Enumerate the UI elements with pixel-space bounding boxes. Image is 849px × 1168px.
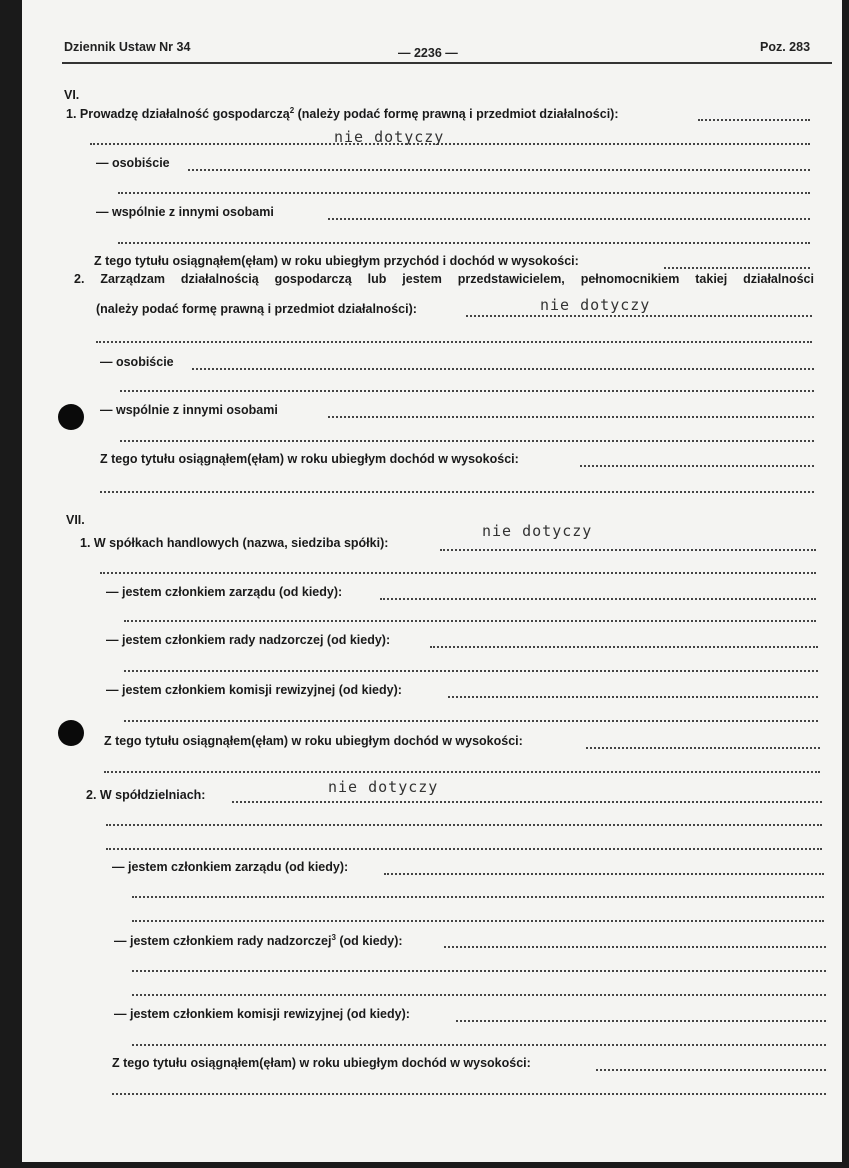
fill-line [444, 946, 826, 948]
vi-1-label: 1. Prowadzę działalność gospodarczą$^2$ (należy podać formę prawną i przedmiot działalności): [66, 106, 619, 122]
fill-line [120, 440, 814, 442]
header-rule [62, 62, 832, 64]
fill-line [100, 572, 816, 574]
fill-line [430, 646, 818, 648]
fill-line [456, 1020, 826, 1022]
punch-hole [58, 720, 84, 746]
fill-line [106, 824, 822, 826]
handwritten-answer: nie dotyczy [328, 778, 439, 796]
fill-line [698, 119, 810, 121]
fill-line [664, 267, 810, 269]
fill-line [96, 341, 812, 343]
fill-line [106, 848, 822, 850]
fill-line [586, 747, 820, 749]
fill-line [466, 315, 812, 317]
vii-2-supervisory: — jestem członkiem rady nadzorczej$^3$ (od kiedy): [114, 933, 403, 949]
fill-line [596, 1069, 826, 1071]
fill-line [104, 771, 820, 773]
fill-line [328, 416, 814, 418]
fill-line [132, 994, 826, 996]
section-title-vi: VI. [64, 88, 80, 102]
vi-1-joint: — wspólnie z innymi osobami [96, 205, 274, 219]
fill-line [188, 169, 810, 171]
fill-line [132, 970, 826, 972]
vii-2-label: 2. W spółdzielniach: [86, 788, 206, 802]
handwritten-answer: nie dotyczy [482, 522, 593, 540]
section-title-vii: VII. [66, 513, 85, 527]
fill-line [100, 491, 814, 493]
vi-2-joint: — wspólnie z innymi osobami [100, 403, 278, 417]
document-page [22, 0, 842, 1162]
fill-line [124, 670, 818, 672]
fill-line [124, 720, 818, 722]
fill-line [384, 873, 824, 875]
vii-1-supervisory: — jestem członkiem rady nadzorczej (od kiedy): [106, 633, 391, 647]
fill-line [132, 1044, 826, 1046]
vii-1-board: — jestem członkiem zarządu (od kiedy): [106, 585, 343, 599]
punch-hole [58, 404, 84, 430]
fill-line [448, 696, 818, 698]
vi-2-label: 2. Zarządzam działalnością gospodarczą lub jestem przedstawicielem, pełnomocnikiem takiej działalności [74, 272, 814, 286]
fill-line [132, 920, 824, 922]
fill-line [232, 801, 822, 803]
vi-1-income: Z tego tytułu osiągnąłem(ęłam) w roku ubiegłym przychód i dochód w wysokości: [94, 254, 579, 268]
fill-line [440, 549, 816, 551]
fill-line [380, 598, 816, 600]
fill-line [90, 143, 810, 145]
fill-line [118, 242, 810, 244]
vii-2-board: — jestem członkiem zarządu (od kiedy): [112, 860, 349, 874]
vii-2-income: Z tego tytułu osiągnąłem(ęłam) w roku ubiegłym dochód w wysokości: [112, 1056, 531, 1070]
vii-1-income: Z tego tytułu osiągnąłem(ęłam) w roku ubiegłym dochód w wysokości: [104, 734, 523, 748]
journal-title: Dziennik Ustaw Nr 34 [64, 40, 191, 54]
handwritten-answer: nie dotyczy [540, 296, 651, 314]
vi-2-label-cont: (należy podać formę prawną i przedmiot działalności): [96, 302, 417, 316]
vi-2-income: Z tego tytułu osiągnąłem(ęłam) w roku ubiegłym dochód w wysokości: [100, 452, 519, 466]
fill-line [120, 390, 814, 392]
fill-line [118, 192, 810, 194]
fill-line [580, 465, 814, 467]
vi-1-personal: — osobiście [96, 156, 170, 170]
handwritten-answer: nie dotyczy [334, 128, 445, 146]
position-number: Poz. 283 [760, 40, 811, 54]
fill-line [124, 620, 816, 622]
fill-line [192, 368, 814, 370]
vii-1-audit: — jestem członkiem komisji rewizyjnej (od kiedy): [106, 683, 402, 697]
vii-2-audit: — jestem członkiem komisji rewizyjnej (od kiedy): [114, 1007, 410, 1021]
fill-line [328, 218, 810, 220]
page-number: — 2236 — [398, 46, 458, 60]
fill-line [132, 896, 824, 898]
vi-2-personal: — osobiście [100, 355, 174, 369]
vii-1-label: 1. W spółkach handlowych (nazwa, siedziba spółki): [80, 536, 389, 550]
fill-line [112, 1093, 826, 1095]
